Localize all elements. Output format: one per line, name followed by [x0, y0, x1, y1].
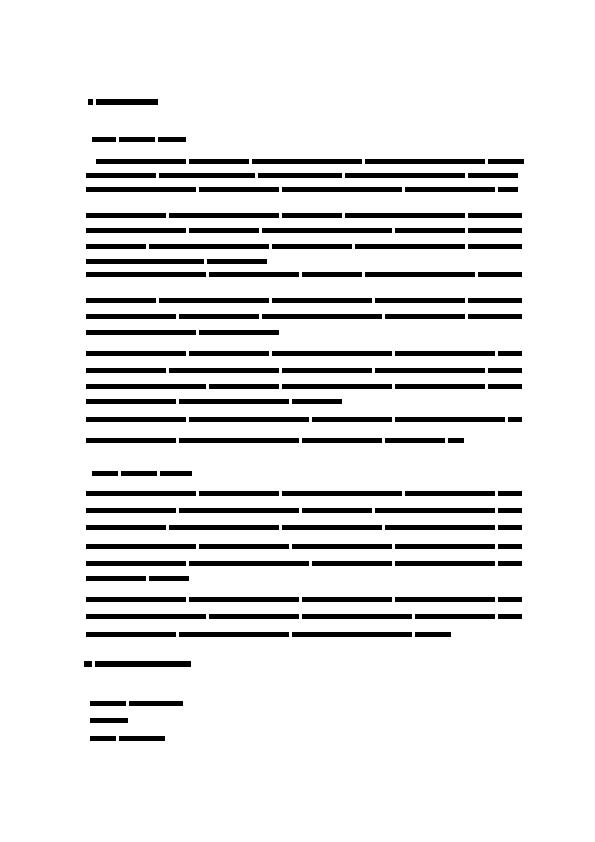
list-item — [90, 700, 183, 706]
section-heading — [84, 661, 191, 667]
list-item — [90, 735, 165, 741]
list-item — [90, 717, 128, 723]
section-heading — [88, 99, 158, 105]
subheading — [92, 136, 186, 142]
subheading — [92, 470, 192, 476]
